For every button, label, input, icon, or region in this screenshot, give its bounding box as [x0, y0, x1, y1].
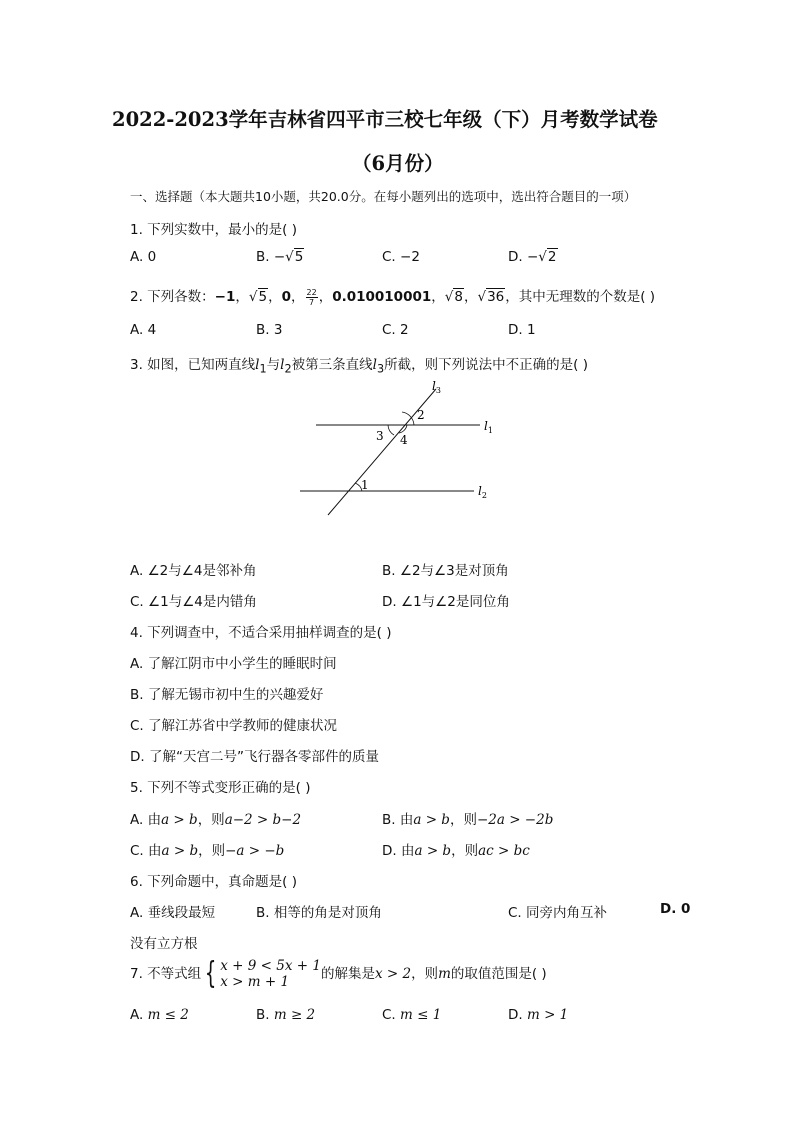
- q5-option-b: B. 由a > b，则−2a > −2b: [382, 812, 554, 828]
- q3-figure: [290, 372, 510, 522]
- q5-stem: 5. 下列不等式变形正确的是( ): [130, 780, 311, 796]
- q6-option-d-continued: 没有立方根: [130, 936, 198, 952]
- label-angle-1: 1: [361, 478, 369, 492]
- q1-option-a: A. 0: [130, 249, 157, 265]
- q7-option-c: C. m ≤ 1: [382, 1007, 442, 1023]
- q1-option-c: C. −2: [382, 249, 420, 265]
- q3-option-d: D. ∠1与∠2是同位角: [382, 594, 510, 610]
- q7-option-b: B. m ≥ 2: [256, 1007, 316, 1023]
- q4-option-b: B. 了解无锡市初中生的兴趣爱好: [130, 687, 324, 703]
- section-heading: 一、选择题（本大题共10小题，共20.0分。在每小题列出的选项中，选出符合题目的一项）: [130, 189, 637, 204]
- label-l1: $l_1$: [484, 419, 493, 435]
- q6-option-c: C. 同旁内角互补: [508, 905, 608, 921]
- page-title: 2022-2023学年吉林省四平市三校七年级（下）月考数学试卷: [112, 108, 658, 131]
- brace-icon: {: [204, 956, 217, 991]
- q6-option-a: A. 垂线段最短: [130, 905, 216, 921]
- q1-option-d: D. −√2: [508, 249, 557, 265]
- q4-option-a: A. 了解江阴市中小学生的睡眠时间: [130, 656, 337, 672]
- q4-option-c: C. 了解江苏省中学教师的健康状况: [130, 718, 338, 734]
- q1-option-b: B. −√5: [256, 249, 304, 265]
- label-l3: $l_3$: [432, 379, 441, 395]
- q1-stem: 1. 下列实数中，最小的是( ): [130, 222, 297, 238]
- q2-option-a: A. 4: [130, 322, 157, 338]
- q4-stem: 4. 下列调查中，不适合采用抽样调查的是( ): [130, 625, 392, 641]
- q2-option-c: C. 2: [382, 322, 409, 338]
- q7-option-d: D. m > 1: [508, 1007, 569, 1023]
- q3-option-a: A. ∠2与∠4是邻补角: [130, 563, 257, 579]
- q6-stem: 6. 下列命题中，真命题是( ): [130, 874, 297, 890]
- q5-option-a: A. 由a > b，则a−2 > b−2: [130, 812, 302, 828]
- label-angle-2: 2: [417, 408, 425, 422]
- q3-option-c: C. ∠1与∠4是内错角: [130, 594, 257, 610]
- q6-option-b: B. 相等的角是对顶角: [256, 905, 382, 921]
- inequality-system: x + 9 < 5x + 1 x > m + 1: [220, 958, 321, 990]
- q5-option-d: D. 由a > b，则ac > bc: [382, 843, 530, 859]
- angle-3-arc: [388, 425, 394, 435]
- q6-option-d: D. 0: [660, 901, 691, 917]
- q4-option-d: D. 了解“天宫二号”飞行器各零部件的质量: [130, 749, 379, 765]
- label-l2: $l_2$: [478, 484, 487, 500]
- q2-option-d: D. 1: [508, 322, 536, 338]
- angle-2-arc: [402, 412, 414, 425]
- q7-stem: 7. 不等式组 { x + 9 < 5x + 1 x > m + 1 的解集是x > 2，则m的取值范围是( ): [130, 956, 547, 991]
- q5-option-c: C. 由a > b，则−a > −b: [130, 843, 285, 859]
- q7-option-a: A. m ≤ 2: [130, 1007, 189, 1023]
- page-subtitle: （6月份）: [352, 152, 444, 175]
- label-angle-3: 3: [376, 429, 384, 443]
- angle-4-arc: [399, 425, 407, 433]
- q3-option-b: B. ∠2与∠3是对顶角: [382, 563, 509, 579]
- q2-option-b: B. 3: [256, 322, 283, 338]
- q3-stem: 3. 如图，已知两直线$l_1$与$l_2$被第三条直线$l_3$所截，则下列说法中不正确的是( ): [130, 357, 588, 376]
- q2-stem: 2. 下列各数：−1，√5，0， $\frac{22}{7}$ ，0.010010001，√8，√36，其中无理数的个数是( ): [130, 287, 656, 307]
- label-angle-4: 4: [400, 433, 408, 447]
